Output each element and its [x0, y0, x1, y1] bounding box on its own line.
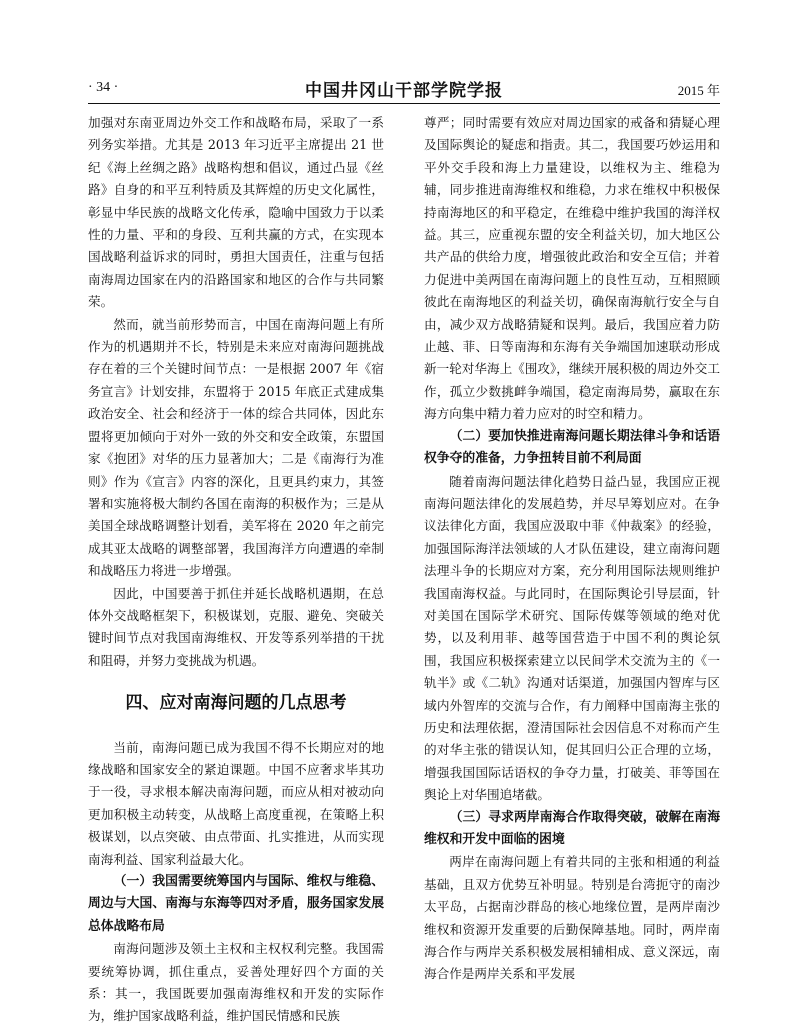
body-paragraph: 然而，就当前形势而言，中国在南海问题上有所作为的机遇期并不长，特别是未来应对南海问题挑战存在着的三个关键时间节点：一是根据 2007 年《宿务宣言》计划安排，东盟将于 2015 年底正式建成集政治安全、社会和经济于一体的综合共同体，因此东盟将更加倾向于对外一致的外交和安全政策，东盟国家《抱团》对华的压力显著加大；二是《南海行为准则》作为《宣言》内容的深化，且更具约束力，其签署和实施将极大制约各国在南海的积极作为；三是从美国全球战略调整计划看，美军将在 2020 年之前完成其亚太战略的调整部署，我国海洋方向遭遇的牵制和战略压力将进一步增强。 [88, 316, 384, 579]
body-paragraph: 随着南海问题法律化趋势日益凸显，我国应正视南海问题法律化的发展趋势，并尽早筹划应对。在争议法律化方面，我国应汲取中菲《仲裁案》的经验，加强国际海洋法领域的人才队伍建设，建立南海问题法理斗争的长期应对方案，充分利用国际法规则维护我国南海权益。与此同时，在国际舆论引导层面，针对美国在国际学术研究、国际传媒等领域的绝对优势，以及利用菲、越等国营造于中国不利的舆论氛围，我国应积极探索建立以民间学术交流为主的《一轨半》或《二轨》沟通对话渠道，加强国内智库与区域内外智库的交流与合作，有力阐释中国南海主张的历史和法理依据，澄清国际社会因信息不对称而产生的对华主张的错误认知，促其回归公正合理的立场，增强我国国际话语权的争夺力量，打破美、菲等国在舆论上对华围追堵截。 [424, 473, 720, 803]
journal-title: 中国井冈山干部学院学报 [305, 81, 503, 101]
section-heading: 四、应对南海问题的几点思考 [125, 693, 347, 714]
body-paragraph: 当前，南海问题已成为我国不得不长期应对的地缘战略和国家安全的紧迫课题。中国不应奢求毕其功于一役，寻求根本解决南海问题，而应从相对被动向更加积极主动转变，从战略上高度重视，在策略上积极谋划，以点突破、由点带面、扎实推进，从而实现南海利益、国家利益最大化。 [88, 739, 384, 867]
page-number: · 34 · [88, 80, 119, 95]
right-column [424, 112, 720, 986]
body-paragraph: 两岸在南海问题上有着共同的主张和相通的利益基础，且双方优势互补明显。特别是台湾扼守的南沙太平岛，占据南沙群岛的核心地缘位置，是两岸南沙维权和资源开发重要的后勤保障基地。同时，两岸南海合作与两岸关系积极发展相辅相成、意义深远，南海合作是两岸关系和平发展 [424, 854, 720, 982]
body-paragraph: 南海问题涉及领土主权和主权权利完整。我国需要统筹协调，抓住重点，妥善处理好四个方面的关系：其一，我国既要加强南海维权和开发的实际作为，维护国家战略利益，维护国民情感和民族 [88, 941, 384, 1024]
left-column [88, 112, 384, 1028]
publication-year: 2015 年 [677, 83, 720, 98]
header-rule [88, 103, 720, 104]
running-header [88, 76, 720, 102]
subsection-heading: （三）寻求两岸南海合作取得突破，破解在南海维权和开发中面临的困境 [424, 809, 720, 847]
body-paragraph: 加强对东南亚周边外交工作和战略布局，采取了一系列务实举措。尤其是 2013 年习近平主席提出 21 世纪《海上丝绸之路》战略构想和倡议，通过凸显《丝路》自身的和平互利特质及其辉煌的历史文化属性，彰显中华民族的战略文化传承，隐喻中国致力于以柔性的力量、平和的身段、互利共赢的方式，在实现本国战略利益诉求的同时，勇担大国责任，注重与包括南海周边国家在内的沿路国家和地区的合作与共同繁荣。 [88, 115, 384, 310]
body-paragraph: 尊严；同时需要有效应对周边国家的戒备和猜疑心理及国际舆论的疑虑和指责。其二，我国要巧妙运用和平外交手段和海上力量建设，以维权为主、维稳为辅，同步推进南海维权和维稳，力求在维权中积极保持南海地区的和平稳定，在维稳中维护我国的海洋权益。其三，应重视东盟的安全利益关切，加大地区公共产品的供给力度，增强彼此政治和安全互信；并着力促进中美两国在南海问题上的良性互动，互相照顾彼此在南海地区的利益关切，确保南海航行安全与自由，减少双方战略猜疑和误判。最后，我国应着力防止越、菲、日等南海和东海有关争端国加速联动形成新一轮对华海上《围攻》，继续开展积极的周边外交工作，孤立少数挑衅争端国，稳定南海局势，赢取在东海方向集中精力着力应对的时空和精力。 [424, 115, 720, 422]
body-paragraph: 因此，中国要善于抓住并延长战略机遇期，在总体外交战略框架下，积极谋划，克服、避免、突破关键时间节点对我国南海维权、开发等系列举措的干扰和阻碍，并努力变挑战为机遇。 [88, 585, 384, 668]
subsection-heading: （一）我国需要统筹国内与国际、维权与维稳、周边与大国、南海与东海等四对矛盾，服务国家发展总体战略布局 [88, 874, 384, 934]
subsection-heading: （二）要加快推进南海问题长期法律斗争和话语权争夺的准备，力争扭转目前不利局面 [424, 428, 720, 467]
